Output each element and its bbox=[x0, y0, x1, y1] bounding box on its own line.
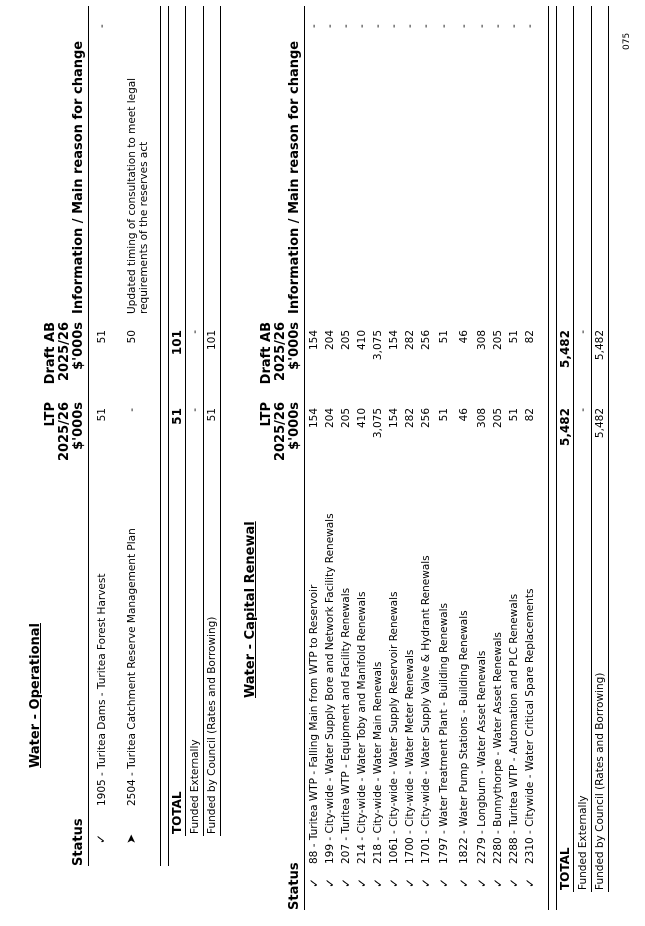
operational-total-ltp: 51 bbox=[170, 408, 184, 425]
status-check-icon: ✓ bbox=[387, 877, 401, 889]
renewal-row-ltp: 154 bbox=[388, 408, 400, 429]
operational-total-label: TOTAL bbox=[170, 791, 184, 834]
renewal-ltp-header: LTP 2025/26 $'000s bbox=[259, 402, 302, 462]
status-check-icon: ✓ bbox=[307, 877, 321, 889]
renewal-row-name: 207 - Turitea WTP - Equipment and Facility Renewals bbox=[340, 587, 352, 864]
renewal-row-ltp: 51 bbox=[438, 408, 450, 422]
operational-funded-rule bbox=[203, 6, 204, 836]
operational-row-draft: 51 bbox=[96, 330, 108, 344]
operational-row-info: - bbox=[96, 24, 108, 28]
status-check-icon: ✓ bbox=[491, 877, 505, 889]
renewal-row-info: - bbox=[324, 24, 336, 28]
renewal-row-draft: 154 bbox=[308, 330, 320, 351]
renewal-row-name: 1701 - City-wide - Water Supply Valve & Hydrant Renewals bbox=[420, 555, 432, 864]
operational-funded-council-draft: 101 bbox=[206, 330, 218, 351]
renewal-row-info: - bbox=[388, 24, 400, 28]
operational-row-ltp: - bbox=[126, 408, 138, 412]
status-check-icon: ✓ bbox=[419, 877, 433, 889]
renewal-row-draft: 205 bbox=[340, 330, 352, 351]
renewal-total-rule bbox=[573, 6, 574, 892]
renewal-row-draft: 82 bbox=[524, 330, 536, 344]
renewal-row-draft: 51 bbox=[438, 330, 450, 344]
operational-total-draft: 101 bbox=[170, 330, 184, 356]
renewal-row-ltp: 82 bbox=[524, 408, 536, 422]
renewal-bottom-rule bbox=[608, 6, 609, 892]
status-check-icon: ✓ bbox=[94, 833, 108, 845]
operational-row-draft: 50 bbox=[126, 330, 138, 344]
renewal-row-draft: 282 bbox=[404, 330, 416, 351]
renewal-row-name: 218 - City-wide - Water Main Renewals bbox=[372, 661, 384, 864]
renewal-row-name: 1822 - Water Pump Stations - Building Renewals bbox=[458, 610, 470, 864]
renewal-row-info: - bbox=[476, 24, 488, 28]
renewal-row-ltp: 256 bbox=[420, 408, 432, 429]
renewal-funded-council-ltp: 5,482 bbox=[594, 408, 606, 439]
operational-draft-header: Draft AB 2025/26 $'000s bbox=[43, 322, 86, 385]
renewal-funded-externally-ltp: - bbox=[577, 408, 589, 412]
operational-row-name: 2504 - Turitea Catchment Reserve Management Plan bbox=[126, 528, 138, 806]
operational-funded-externally-ltp: - bbox=[189, 408, 201, 412]
renewal-row-info: - bbox=[356, 24, 368, 28]
renewal-row-ltp: 51 bbox=[508, 408, 520, 422]
status-check-icon: ✓ bbox=[437, 877, 451, 889]
renewal-row-draft: 410 bbox=[356, 330, 368, 351]
operational-row-info: Updated timing of consultation to meet legal requirements of the reserves act bbox=[126, 77, 150, 314]
renewal-info-header: Information / Main reason for change bbox=[287, 40, 302, 314]
operational-funded-externally-label: Funded Externally bbox=[189, 739, 201, 834]
renewal-row-draft: 308 bbox=[476, 330, 488, 351]
status-check-icon: ✓ bbox=[355, 877, 369, 889]
renewal-row-ltp: 154 bbox=[308, 408, 320, 429]
renewal-row-info: - bbox=[438, 24, 450, 28]
operational-row-ltp: 51 bbox=[96, 408, 108, 422]
status-check-icon: ✓ bbox=[339, 877, 353, 889]
operational-bottom-rule bbox=[220, 6, 221, 836]
renewal-row-info: - bbox=[404, 24, 416, 28]
renewal-row-draft: 46 bbox=[458, 330, 470, 344]
renewal-row-info: - bbox=[372, 24, 384, 28]
renewal-row-info: - bbox=[508, 24, 520, 28]
renewal-row-name: 214 - City-wide - Water Toby and Manifold Renewals bbox=[356, 591, 368, 864]
renewal-total-label: TOTAL bbox=[558, 847, 572, 890]
renewal-total-rule-top bbox=[556, 6, 557, 910]
renewal-row-ltp: 205 bbox=[340, 408, 352, 429]
renewal-row-info: - bbox=[308, 24, 320, 28]
operational-row-name: 1905 - Turitea Dams - Turitea Forest Harvest bbox=[96, 573, 108, 806]
renewal-row-draft: 3,075 bbox=[372, 330, 384, 361]
renewal-row-info: - bbox=[340, 24, 352, 28]
operational-total-rule bbox=[185, 6, 186, 836]
renewal-row-ltp: 308 bbox=[476, 408, 488, 429]
operational-status-header: Status bbox=[71, 818, 86, 866]
renewal-row-name: 1061 - City-wide - Water Supply Reservoir Renewals bbox=[388, 591, 400, 864]
renewal-row-name: 2288 - Turitea WTP - Automation and PLC Renewals bbox=[508, 593, 520, 864]
renewal-row-draft: 204 bbox=[324, 330, 336, 351]
renewal-status-header: Status bbox=[287, 862, 302, 910]
renewal-row-info: - bbox=[524, 24, 536, 28]
operational-title: Water - Operational bbox=[28, 623, 43, 768]
renewal-title: Water - Capital Renewal bbox=[243, 521, 258, 698]
renewal-header-rule bbox=[304, 6, 305, 910]
renewal-row-ltp: 410 bbox=[356, 408, 368, 429]
renewal-row-info: - bbox=[458, 24, 470, 28]
renewal-row-name: 2280 - Bunnythorpe - Water Asset Renewals bbox=[492, 632, 504, 864]
renewal-funded-rule bbox=[591, 6, 592, 892]
renewal-body-rule bbox=[548, 6, 549, 910]
operational-funded-externally-draft: - bbox=[189, 330, 201, 334]
renewal-row-name: 1797 - Water Treatment Plant - Building Renewals bbox=[438, 603, 450, 864]
renewal-row-ltp: 3,075 bbox=[372, 408, 384, 439]
renewal-draft-header: Draft AB 2025/26 $'000s bbox=[259, 322, 302, 385]
operational-info-header: Information / Main reason for change bbox=[71, 40, 86, 314]
renewal-row-draft: 154 bbox=[388, 330, 400, 351]
operational-header-rule bbox=[88, 6, 89, 866]
status-check-icon: ✓ bbox=[371, 877, 385, 889]
status-check-icon: ✓ bbox=[403, 877, 417, 889]
renewal-row-name: 88 - Turitea WTP - Falling Main from WTP to Reservoir bbox=[308, 584, 320, 864]
operational-funded-council-ltp: 51 bbox=[206, 408, 218, 422]
renewal-row-draft: 51 bbox=[508, 330, 520, 344]
renewal-row-name: 2279 - Longburn - Water Asset Renewals bbox=[476, 650, 488, 864]
renewal-funded-council-draft: 5,482 bbox=[594, 330, 606, 361]
renewal-row-ltp: 282 bbox=[404, 408, 416, 429]
renewal-row-name: 2310 - Citywide - Water Critical Spare Replacements bbox=[524, 588, 536, 864]
renewal-funded-externally-draft: - bbox=[577, 330, 589, 334]
renewal-row-name: 1700 - City-wide - Water Meter Renewals bbox=[404, 649, 416, 864]
page-number: 075 bbox=[622, 32, 632, 50]
renewal-row-name: 199 - City-wide - Water Supply Bore and Network Facility Renewals bbox=[324, 513, 336, 864]
renewal-funded-externally-label: Funded Externally bbox=[577, 795, 589, 890]
renewal-row-info: - bbox=[420, 24, 432, 28]
operational-body-rule bbox=[160, 6, 161, 866]
renewal-funded-council-label: Funded by Council (Rates and Borrowing) bbox=[594, 672, 606, 890]
renewal-row-ltp: 204 bbox=[324, 408, 336, 429]
renewal-total-ltp: 5,482 bbox=[558, 408, 572, 446]
operational-funded-council-label: Funded by Council (Rates and Borrowing) bbox=[206, 616, 218, 834]
status-check-icon: ✓ bbox=[457, 877, 471, 889]
status-check-icon: ✓ bbox=[323, 877, 337, 889]
renewal-row-ltp: 46 bbox=[458, 408, 470, 422]
status-check-icon: ✓ bbox=[475, 877, 489, 889]
operational-total-rule-top bbox=[168, 6, 169, 866]
renewal-row-draft: 205 bbox=[492, 330, 504, 351]
operational-ltp-header: LTP 2025/26 $'000s bbox=[43, 402, 86, 462]
renewal-row-info: - bbox=[492, 24, 504, 28]
renewal-total-draft: 5,482 bbox=[558, 330, 572, 368]
renewal-row-draft: 256 bbox=[420, 330, 432, 351]
status-arrow-icon: ➤ bbox=[124, 833, 138, 845]
renewal-row-ltp: 205 bbox=[492, 408, 504, 429]
status-check-icon: ✓ bbox=[507, 877, 521, 889]
status-check-icon: ✓ bbox=[523, 877, 537, 889]
